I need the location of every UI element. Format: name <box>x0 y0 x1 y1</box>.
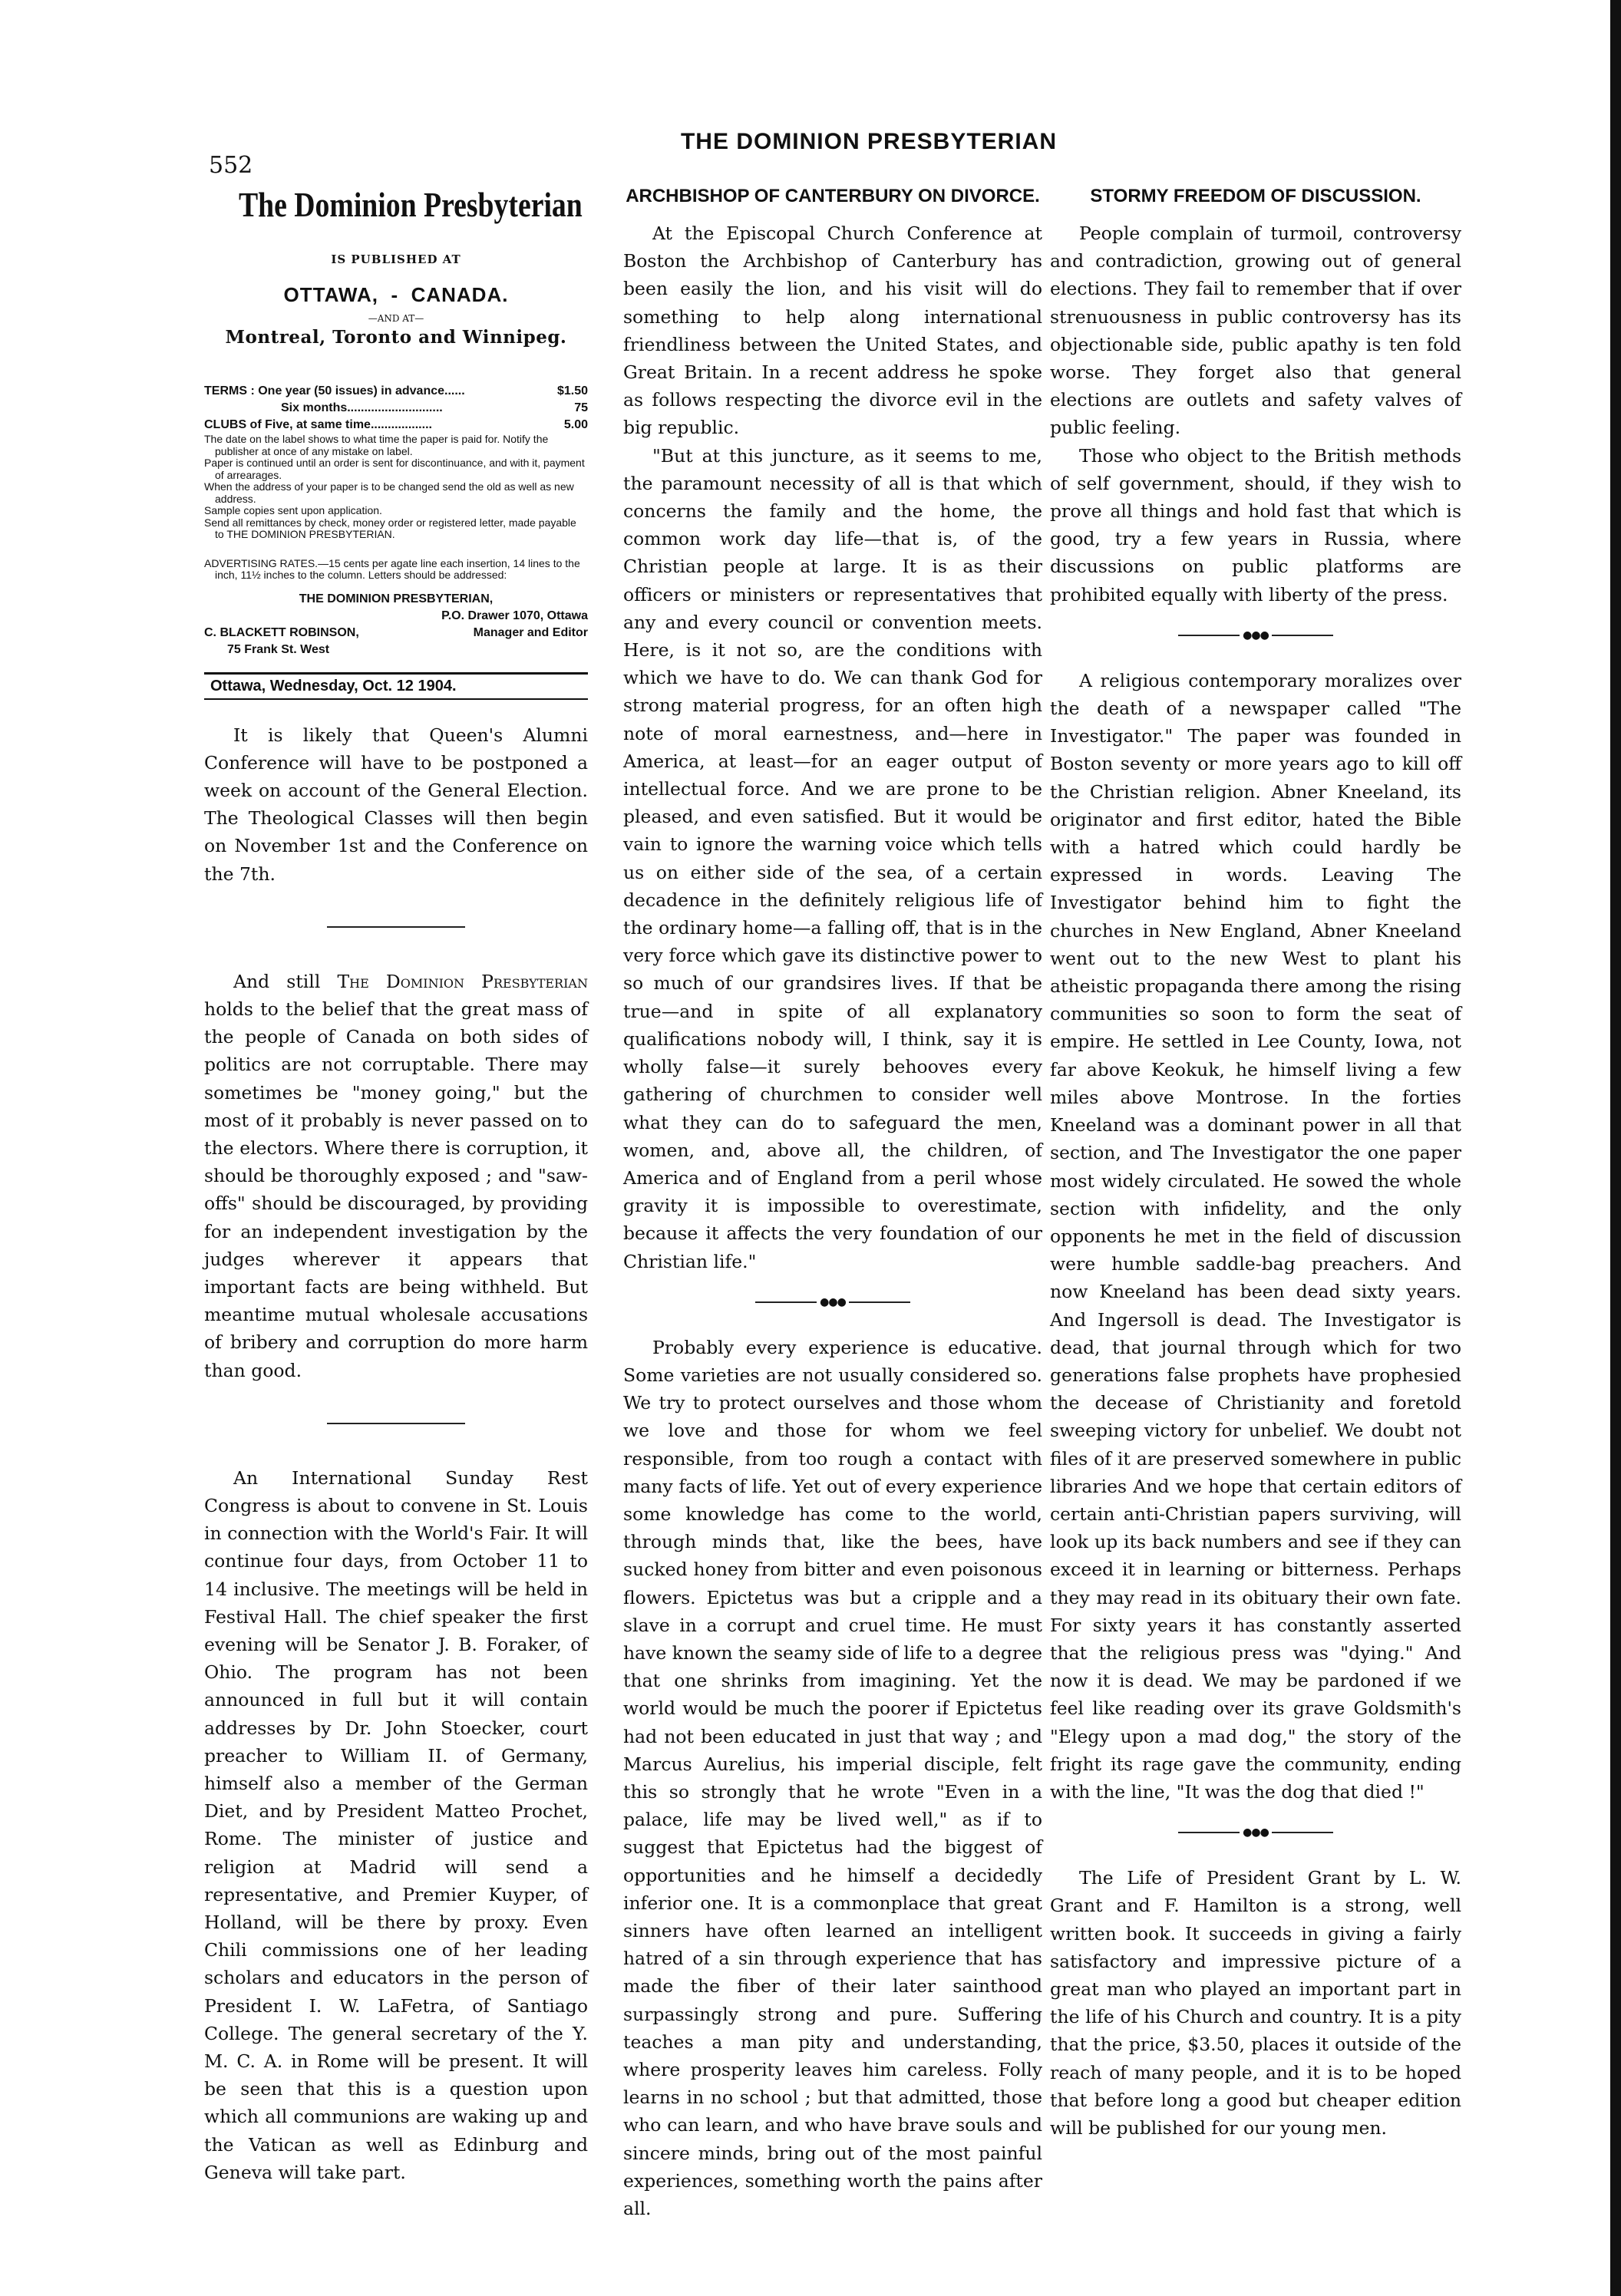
ornament-divider: ●●● <box>623 1297 1042 1308</box>
section-rule <box>327 1423 465 1424</box>
notice: Paper is continued until an order is sent for discontinuance, and with it, payment of arrearages. <box>204 457 585 481</box>
paragraph-queens-conference: It is likely that Queen's Alumni Conference will have to be postponed a week on account of the General Election. The Theological Classes will then begin on November 1st and the Conference on the 7th. <box>204 724 588 885</box>
paragraph-sunday-rest-congress: An International Sunday Rest Congress is about to convene in St. Louis in connection with the World's Fair. It will continue four days, from October 11 to 14 inclusive. The meetings will be held in Festival Hall. The chief speaker the first evening will be Senator J. B. Foraker, of Ohio. The program has not been announced in full but it will contain addresses by Dr. John Stoecker, court preacher to William II. of Germany, himself also a member of the German Diet, and by President Matteo Prochet, Rome. The minister of justice and religion at Madrid will send a representative, and Premier Kuyper, of Holland, will be there by proxy. Even Chili commissions one of her leading scholars and educators in the person of President I. W. LaFetra, of Santiago College. The general secretary of the Y. M. C. A. in Rome will be present. It will be seen that this is a question upon which all communions are waking up and the Vatican as well as Edinburg and Geneva will take part. <box>204 1466 588 2183</box>
terms-row <box>204 383 588 400</box>
editor-row <box>204 625 588 642</box>
column-3 <box>1050 184 1461 2142</box>
page-number: 552 <box>209 152 253 179</box>
heading-stormy-freedom: STORMY FREEDOM OF DISCUSSION. <box>1090 186 1421 206</box>
notice: Sample copies sent upon application. <box>204 504 382 516</box>
paragraph-investigator: A religious contemporary moralizes over the death of a newspaper called "The Investigator." The paper was founded in Boston seventy or more years ago to kill off the Christian religion. Abner Kneeland, its originator and first editor, hated the Bible with a hatred which could hardly be expressed in words. Leaving The Investigator behind him to fight the churches in New England, Abner Kneeland went out to the new West to plant his atheistic propaganda there among the rising communities so soon to form the seat of empire. He settled in Lee County, Iowa, not far above Keokuk, he himself living a few miles above Montrose. In the forties Kneeland was a dominant power in all that section, and The Investigator the one paper most widely circulated. He sowed the whole section with infidelity, and the only opponents he met in the field of discussion were humble saddle-bag preachers. And now Kneeland has been dead sixty years. And Ingersoll is dead. The Investigator is dead, that journal through which for two generations false prophets have prophesied the decease of Christianity and foretold sweeping victory for unbelief. We doubt not files of it are preserved somewhere in public libraries And we hope that certain editors of certain anti-Christian papers surviving, will look up its back numbers and see if they can exceed it in learning or bitterness. Perhaps they may read in its obituary their own fate. For sixty years it has constantly asserted that the religious press was "dying." And now it is dead. We may be pardoned if we feel like reading over its grave Goldsmith's "Elegy upon a mad dog," the story of the fright its rage gave the community, ending with the line, "It was the dog that died !" <box>1050 669 1461 1803</box>
notice: Send all remittances by check, money order or registered letter, made payable to THE DOMINION PRESBYTERIAN. <box>204 516 576 540</box>
paper-name: The Dominion Presbyterian <box>337 970 588 992</box>
paragraph-archbishop-quote: "But at this juncture, as it seems to me, the paramount necessity of all is that which concerns the family and the home, the common work day life—that is, of the Christian people at large. It is as their officers or ministers or representatives that any and every council or convention meets. Here, is it not so, are the conditions with which we have to do. We can thank God for strong material progress, for an often high note of moral earnestness, and—here in America, at least—for an eager output of intellectual force. And we are prone to be pleased, and even satisfied. But it would be vain to ignore the warning voice which tells us on either side of the sea, of a certain decadence in the definitely religious life of the ordinary home—a falling off, that is in the very force which gave its distinctive power to so much of our grandsires lives. If that be true—and in spite of all explanatory qualifications nobody will, I think, say it is wholly false—it surely behooves every gathering of churchmen to consider well what they can do to safeguard the men, women, and, above all, the children, of America and of England from a peril whose gravity it is impossible to overestimate, because it affects the very foundation of our Christian life." <box>623 444 1042 1272</box>
paragraph-rest: holds to the belief that the great mass of the people of Canada on both sides of politics are not corruptable. There may sometimes be "money going," but the most of it probably is never passed on to the electors. Where there is corruption, it should be thoroughly exposed ; and "saw-offs" should be discouraged, by providing for an independent investigation by the judges wherever it appears that important facts are being withheld. But meantime mutual wholesale accusations of bribery and corruption do more harm than good. <box>204 998 588 1381</box>
paragraph-archbishop-intro: At the Episcopal Church Conference at Boston the Archbishop of Canterbury has been easily the lion, and his visit will do something to help along international friendliness between the United States, and Great Britain. In a recent address he spoke as follows respecting the divorce evil in the big republic. <box>623 223 1042 439</box>
terms-label: CLUBS of Five, at same time.................. <box>204 418 432 431</box>
terms-value: 75 <box>574 401 588 414</box>
notices <box>204 434 588 541</box>
masthead-place: OTTAWA, - CANADA. <box>283 283 509 306</box>
terms-row <box>204 400 588 417</box>
paragraph-corruption <box>204 968 588 1384</box>
terms-value: 5.00 <box>563 418 588 431</box>
masthead-title: The Dominion Presbyterian <box>239 185 583 224</box>
paragraph-experience: Probably every experience is educative. Some varieties are not usually considered so. We try to protect ourselves and those whom we love and those for whom we feel responsible, from too rough a contact with many facts of life. Yet out of every experience some knowledge has come to the world, through minds that, like the bees, have sucked honey from bitter and even poisonous flowers. Epictetus was but a cripple and a slave in a corrupt and cruel time. He must have known the seamy side of life to a degree that one shrinks from imagining. Yet the world would be much the poorer if Epictetus had not been educated in just that way ; and Marcus Aurelius, his imperial disciple, felt this so strongly that he wrote "Even in a palace, life may be lived well," as if to suggest that Epictetus had the biggest of opportunities and he himself a decidedly inferior one. It is a commonplace that great sinners have often learned an intelligent hatred of a sin through experience that has made the fiber of their later sainthood surpassingly strong and pure. Suffering teaches a man pity and understanding, where prosperity leaves him careless. Folly learns in no school ; but that admitted, those who can learn, and who have brave souls and sincere minds, bring out of the most painful experiences, something worth the pains after all. <box>623 1336 1043 2220</box>
paragraph-lead: And still <box>233 970 321 992</box>
terms-row <box>204 417 588 434</box>
address-name: THE DOMINION PRESBYTERIAN, <box>299 592 494 605</box>
paragraph-russia: Those who object to the British methods of self government, should, if they wish to prove all things and hold fast that which is good, try a few years in Russia, where discussions on public platforms are prohibited equally with liberty of the press. <box>1050 444 1461 605</box>
column-1 <box>204 184 588 2186</box>
terms-label: Six months............................ <box>281 401 443 414</box>
ornament-divider: ●●● <box>1050 1827 1461 1838</box>
address-box: P.O. Drawer 1070, Ottawa <box>441 609 588 622</box>
terms-block <box>204 383 588 434</box>
running-head: THE DOMINION PRESBYTERIAN <box>680 129 1058 154</box>
editor-role: Manager and Editor <box>473 625 588 639</box>
published-at: IS PUBLISHED AT <box>331 252 461 266</box>
terms-label: TERMS : One year (50 issues) in advance...... <box>204 384 465 398</box>
heading-archbishop: ARCHBISHOP OF CANTERBURY ON DIVORCE. <box>626 186 1040 206</box>
paragraph-life-of-grant: The Life of President Grant by L. W. Grant and F. Hamilton is a strong, well written book. It succeeds in giving a fairly satisfactory and impressive picture of a great man who played an important part in the life of his Church and country. It is a pity that the price, $3.50, places it outside of the reach of many people, and it is to be hoped that before long a good but cheaper edition will be published for our young men. <box>1050 1867 1461 2139</box>
dateline: Ottawa, Wednesday, Oct. 12 1904. <box>204 672 588 700</box>
advertising-rates: ADVERTISING RATES.—15 cents per agate line each insertion, 14 lines to the inch, 11½ inches to the column. Letters should be addressed: <box>204 556 580 581</box>
column-2 <box>623 184 1042 2222</box>
section-rule <box>327 926 465 928</box>
notice: The date on the label shows to what time the paper is paid for. Notify the publisher at once of any mistake on label. <box>204 433 549 457</box>
masthead-cities: Montreal, Toronto and Winnipeg. <box>225 327 567 348</box>
scan-edge <box>1610 0 1621 2296</box>
ornament-divider: ●●● <box>1050 630 1461 641</box>
and-at: —AND AT— <box>368 313 424 324</box>
notice: When the address of your paper is to be changed send the old as well as new address. <box>204 480 574 505</box>
editor-name: C. BLACKETT ROBINSON, <box>204 625 359 639</box>
terms-value: $1.50 <box>556 384 588 398</box>
paragraph-turmoil: People complain of turmoil, controversy and contradiction, growing out of general elections. They fail to remember that if over strenuousness in public controversy has its objectionable side, public apathy is ten fold worse. They forget also that general elections are outlets and safety valves of public feeling. <box>1050 223 1461 439</box>
editor-address: 75 Frank St. West <box>227 642 330 656</box>
